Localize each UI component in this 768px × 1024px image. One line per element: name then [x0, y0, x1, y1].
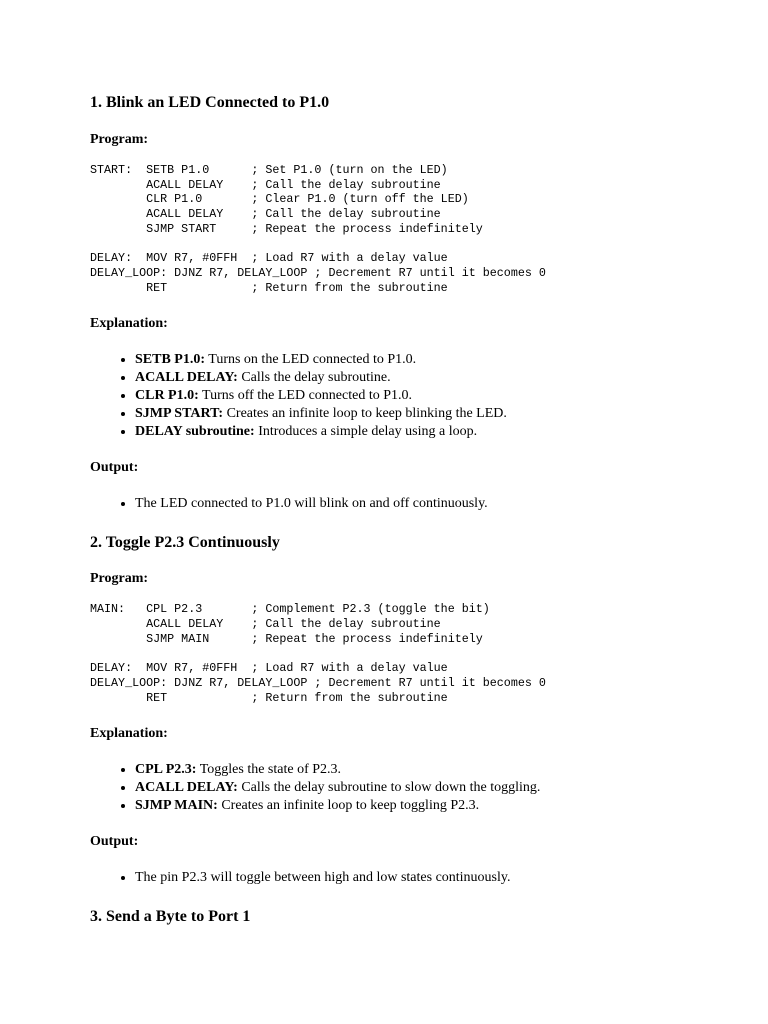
- list-item: • SJMP START: Creates an infinite loop to keep blinking the LED.: [135, 405, 730, 423]
- section-2-program-label: Program:: [90, 571, 149, 587]
- list-item: • SETB P1.0: Turns on the LED connected to P1.0.: [135, 351, 730, 369]
- document-page: [90, 93, 730, 927]
- section-2-explanation-list: [90, 761, 730, 815]
- list-item: • The LED connected to P1.0 will blink on and off continuously.: [135, 495, 730, 513]
- list-item: • ACALL DELAY: Calls the delay subroutine to slow down the toggling.: [135, 779, 730, 797]
- section-2-explanation-label: Explanation:: [90, 726, 168, 742]
- list-item: • SJMP MAIN: Creates an infinite loop to keep toggling P2.3.: [135, 797, 730, 815]
- list-item: • DELAY subroutine: Introduces a simple delay using a loop.: [135, 423, 730, 441]
- list-item: • ACALL DELAY: Calls the delay subroutine.: [135, 369, 730, 387]
- section-1-code-block: START: SETB P1.0 ; Set P1.0 (turn on the LED) ACALL DELAY ; Call the delay subroutine CLR P1.0 ; Clear P1.0 (turn off the LED) ACALL DELAY ; Call the delay subroutine SJMP START ; Repeat the process indefinitely DELAY: MOV R7, #0FFH ; Load R7 with a delay value DELAY_LOOP: DJNZ R7, DELAY_LOOP ; Decrement R7 until it becomes 0 RET ; Return from the subroutine: [90, 163, 546, 295]
- section-2-output-label: Output:: [90, 834, 139, 850]
- section-1-output-list: [90, 495, 730, 513]
- section-1-title: 1. Blink an LED Connected to P1.0: [90, 94, 330, 111]
- list-item: • The pin P2.3 will toggle between high and low states continuously.: [135, 869, 730, 887]
- list-item: • CPL P2.3: Toggles the state of P2.3.: [135, 761, 730, 779]
- section-1-explanation-list: [90, 351, 730, 441]
- section-2-title: 2. Toggle P2.3 Continuously: [90, 534, 280, 552]
- section-2-code-block: MAIN: CPL P2.3 ; Complement P2.3 (toggle the bit) ACALL DELAY ; Call the delay subroutine SJMP MAIN ; Repeat the process indefinitely DELAY: MOV R7, #0FFH ; Load R7 with a delay value DELAY_LOOP: DJNZ R7, DELAY_LOOP ; Decrement R7 until it becomes 0 RET ; Return from the subroutine: [90, 602, 546, 705]
- section-1-program-label: Program:: [90, 132, 149, 147]
- section-1-output-label: Output:: [90, 460, 139, 476]
- section-3-title: 3. Send a Byte to Port 1: [90, 908, 251, 926]
- section-1-explanation-label: Explanation:: [90, 316, 168, 332]
- section-2-output-list: [90, 869, 730, 887]
- list-item: • CLR P1.0: Turns off the LED connected to P1.0.: [135, 387, 730, 405]
